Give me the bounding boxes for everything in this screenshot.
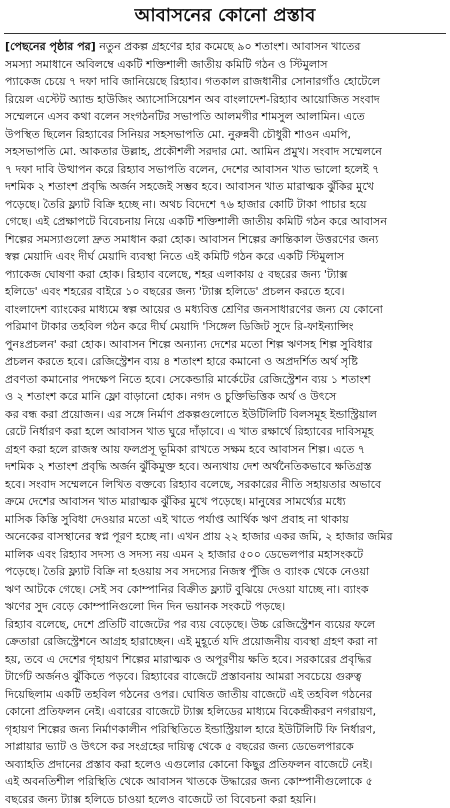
article-line: দশমিক ২ শতাংশ প্রবৃদ্ধি অর্জন ঝুঁকিমুক্ত হবে। অন্যথায় দেশ অর্থনৈতিকভাবে ক্ষতিগ্রস্ত (5, 458, 446, 476)
article-line: টার্গেট অর্জনও ঝুঁকিতে পড়বে। রিহ্যাবের বাজেটে প্রস্তাবনায় আমরা সবচেয়ে গুরুত্ব (5, 668, 446, 686)
article-line: গৃহায়ণ শিল্পের জন্য নির্মাণকালীন পরিস্থিতিতে ইন্ডাস্ট্রিয়াল হারে ইউটিলিটি ফি নির্ধারণ, (5, 721, 446, 739)
article-line: অনেকের বাসস্থানের স্বপ্ন পূরণ হচ্ছে না। এখন প্রায় ২২ হাজার একর জমি, ২ হাজার জমির (5, 528, 446, 546)
article-line: প্রবণতা কমানোর পদক্ষেপ নিতে হবে। সেকেন্ডারি মার্কেটের রেজিস্ট্রেশন ব্যয় ১ শতাংশ (5, 371, 446, 389)
article-line: গেছে। এই প্রেক্ষাপটে বিবেচনায় নিয়ে একটি শক্তিশালী জাতীয় কমিটি গঠন করে আবাসন (5, 213, 446, 231)
article-line: মালিক এবং রিহ্যাব সদস্য ও সদস্য নয় এমন ২ হাজার ৫০০ ডেভেলপার মহাসংকটে (5, 546, 446, 564)
article-line: ক্রমে দেশের আবাসন খাত মারাত্মক ঝুঁকির মুখে পড়েছে। মানুষের সামর্থ্যের মধ্যে (5, 493, 446, 511)
headline-divider (4, 33, 446, 34)
article-line: হয়, তবে এ দেশের গৃহায়ণ শিল্পের মারাত্মক ও অপূরণীয় ক্ষতি হবে। সরকারের প্রবৃদ্ধির (5, 651, 446, 669)
article-line: স্বল্প মেয়াদি এবং দীর্ঘ মেয়াদি ব্যবস্থা নিতে এই কমিটি গঠন করে একটি স্টিমুলাস (5, 248, 446, 266)
article-line: অব্যাহতি প্রদানের প্রস্তাব করা হলেও এগুলোর কোনো কিছুর প্রতিফলন বাজেটে নেই। (5, 756, 446, 774)
article-line: পড়েছে। তৈরি ফ্ল্যাট বিক্রি হচ্ছে না। অথচ বিদেশে ৭৬ হাজার কোটি টাকা পাচার হয়ে (5, 196, 446, 214)
article-line: সমস্যা সমাধানে অবিলম্বে একটি শক্তিশালী জাতীয় কমিটি গঠন ও স্টিমুলাস (5, 56, 446, 74)
article-line: প্রচলন করতে হবে। রেজিস্ট্রেশন ব্যয় ৪ শতাংশ হারে কমানো ও অপ্রদর্শিত অর্থ সৃষ্টি (5, 353, 446, 371)
article-line: সাপ্লায়ার ভ্যাট ও উৎসে কর সংগ্রহের দায়িত্ব থেকে ৫ বছরের জন্য ডেভেলপারকে (5, 738, 446, 756)
article-line: হবে। সংবাদ সম্মেলনে লিখিত বক্তব্যে রিহ্যাব বলেছে, সরকারের নীতি সহায়তার অভাবে (5, 476, 446, 494)
article-line: ক্রেতারা রেজিস্ট্রেশনে আগ্রহ হারাচ্ছেন। এই মুহূর্তে যদি প্রয়োজনীয় ব্যবস্থা গ্রহণ করা না (5, 633, 446, 651)
article-line: দিয়েছিলাম একটি তহবিল গঠনের ওপর। ঘোষিত জাতীয় বাজেটে এই তহবিল গঠনের (5, 686, 446, 704)
article-line: রিহ্যাব বলেছে, দেশে প্রতিটি বাজেটের পর ব্যয় বেড়েছে। উচ্চ রেজিস্ট্রেশন ব্যয়ের ফলে (5, 616, 446, 634)
article-line (5, 38, 446, 56)
article-line: কর বন্ধ করা প্রয়োজন। এর সঙ্গে নির্মাণ প্রকল্পগুলোতে ইউটিলিটি বিলসমূহ ইন্ডাস্ট্রিয়াল (5, 406, 446, 424)
article-line: প্যাকেজ ঘোষণা করা হোক। রিহ্যাব বলেছে, শহর এলাকায় ৫ বছরের জন্য 'ট্যাক্স (5, 266, 446, 284)
article-line: দশমিক ২ শতাংশ প্রবৃদ্ধি অর্জন সহজেই সম্ভব হবে। আবাসন খাত মারাত্মক ঝুঁকির মুখে (5, 178, 446, 196)
article-line: ও ২ শতাংশ করে মানি ফ্লো বাড়ানো হোক। নগদ ও চুক্তিভিত্তিক অর্থ ও উৎসে (5, 388, 446, 406)
article-line: মাসিক কিস্তি সুবিধা দেওয়ার মতো এই খাতে পর্যাপ্ত আর্থিক ঋণ প্রবাহ না থাকায় (5, 511, 446, 529)
article-line: বাংলাদেশ ব্যাংকের মাধ্যমে স্বল্প আয়ের ও মধ্যবিত্ত শ্রেণির জনসাধারণের জন্য যে কোনো (5, 301, 446, 319)
article-line: ঋণ আটকে গেছে। সেই সব কোম্পানির বিক্রীত ফ্ল্যাট বুঝিয়ে দেওয়া যাচ্ছে না। ব্যাংক (5, 581, 446, 599)
article-line: বছরের জন্য ট্যাক্স হলিডে চাওয়া হলেও বাজেটে তা বিবেচনা করা হয়নি। (5, 791, 446, 808)
article-line: ৭ দফা দাবি উত্থাপন করে রিহ্যাব সভাপতি বলেন, দেশের আবাসন খাত ভালো হলেই ৭ (5, 161, 446, 179)
article-line: ঋণের সুদ বেড়ে কোম্পানিগুলো দিন দিন ভয়ানক সংকটে পড়ছে। (5, 598, 446, 616)
article-line: কোনো প্রতিফলন নেই। এবারের বাজেটে ট্যাক্স হলিডের মাধ্যমে বিকেন্দ্রীকরণ নগরায়ণ, (5, 703, 446, 721)
article-line: এই অবনতিশীল পরিস্থিতি থেকে আবাসন খাতকে উদ্ধারের জন্য কোম্পানীগুলোকে ৫ (5, 773, 446, 791)
continued-from-label: [পেছনের পৃষ্ঠার পর] (5, 40, 96, 53)
article-line: হলিডে' এবং শহরের বাইরে ১০ বছরের জন্য 'ট্যাক্স হলিডে' প্রচলন করতে হবে। (5, 283, 446, 301)
headline: আবাসনের কোনো প্রস্তাব (0, 4, 450, 28)
article-line: সহসভাপতি মো. আকতার উল্লাহ, প্রকৌশলী সরদার মো. আমিন প্রমুখ। সংবাদ সম্মেলনে (5, 143, 446, 161)
article-line: পরিমাণ টাকার তহবিল গঠন করে দীর্ঘ মেয়াদি 'সিঙ্গেল ডিজিট সুদে রি-ফাইন্যান্সিং (5, 318, 446, 336)
article-line: পুনঃপ্রচলন' করা হোক। আবাসন শিল্পে অন্যান্য দেশের মতো শিল্প ঋণসহ শিল্প সুবিধার (5, 336, 446, 354)
article-line-text: নতুন প্রকল্প গ্রহণের হার কমেছে ৯০ শতাংশ। আবাসন খাতের (96, 40, 361, 53)
article-line: শিল্পের সমস্যাগুলো দ্রুত সমাধান করা হোক। আবাসন শিল্পের ক্রান্তিকাল উত্তরণের জন্য (5, 231, 446, 249)
article-line: সম্মেলনে এসব কথা বলেন সংগঠনটির সভাপতি আলমগীর শামসুল আলামিন। এতে (5, 108, 446, 126)
article-line: রিয়েল এস্টেট অ্যান্ড হাউজিং অ্যাসোসিয়েশন অব বাংলাদেশ-রিহ্যাব আয়োজিত সংবাদ (5, 91, 446, 109)
article-line: রেটে নির্ধারণ করা হলে আবাসন খাত ঘুরে দাঁড়াবে। এ খাত রক্ষার্থে রিহ্যাবের দাবিসমূহ (5, 423, 446, 441)
article-line: প্যাকেজ চেয়ে ৭ দফা দাবি জানিয়েছে রিহ্যাব। গতকাল রাজধানীর সোনারগাঁও হোটেলে (5, 73, 446, 91)
article-line: উপস্থিত ছিলেন রিহ্যাবের সিনিয়র সহসভাপতি মো. নুরুন্নবী চৌধুরী শাওন এমপি, (5, 126, 446, 144)
article-line: গ্রহণ করা হলে রাজস্ব আয় ফলপ্রসূ ভূমিকা রাখতে সক্ষম হবে আবাসন শিল্প। এতে ৭ (5, 441, 446, 459)
article-line: পড়েছে। তৈরি ফ্ল্যাট বিক্রি না হওয়ায় সব সদস্যের নিজস্ব পুঁজি ও ব্যাংক থেকে নেওয়া (5, 563, 446, 581)
article-body (5, 38, 446, 808)
